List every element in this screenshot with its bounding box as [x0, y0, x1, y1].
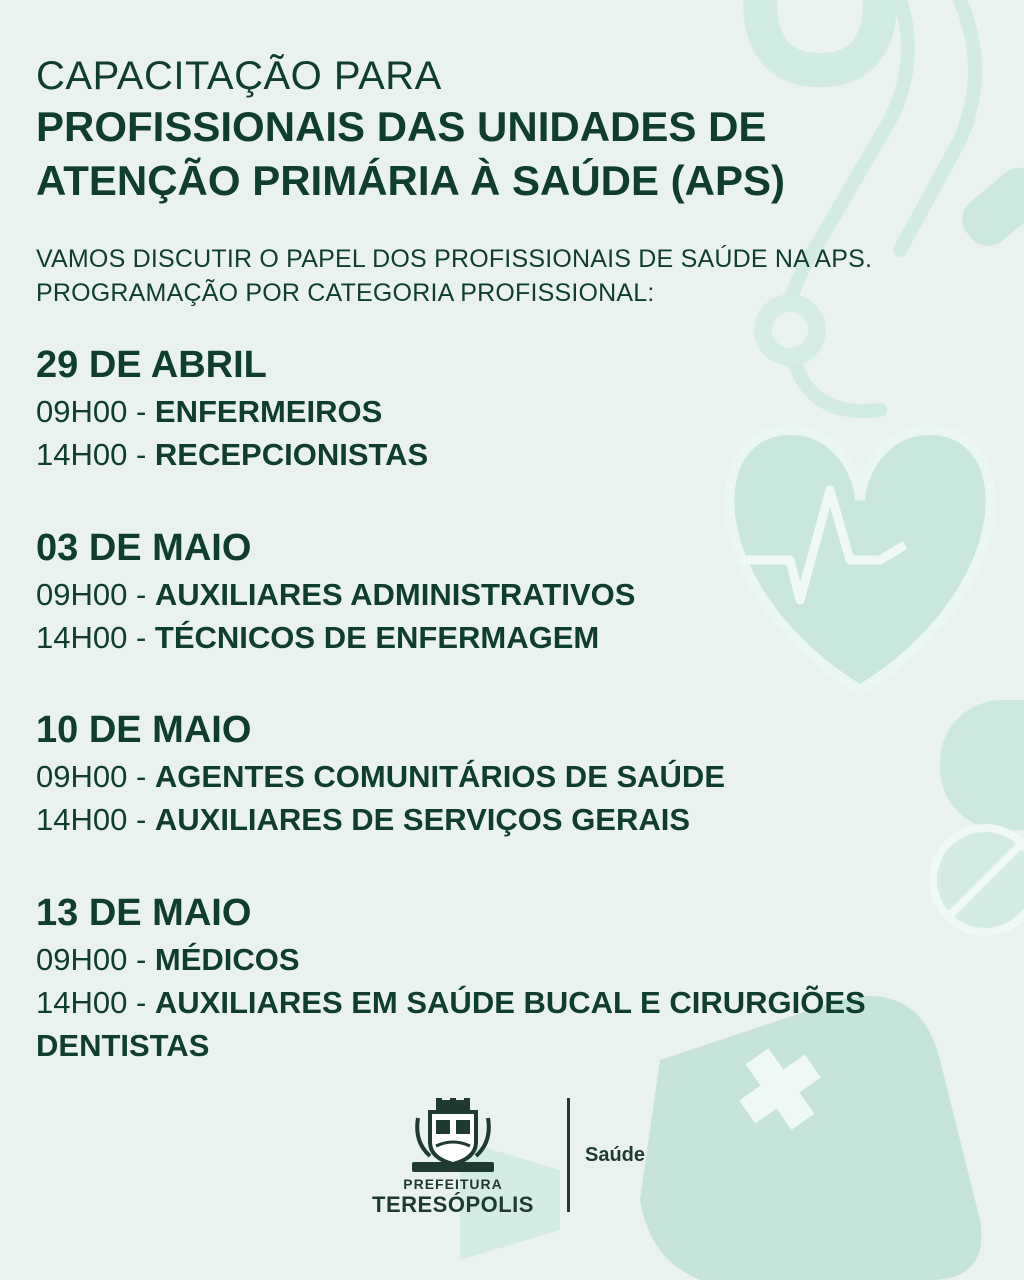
city-name: TERESÓPOLIS	[372, 1192, 534, 1217]
session-row	[36, 616, 976, 659]
session-time: 09H00 -	[36, 394, 155, 429]
footer-divider	[567, 1098, 570, 1212]
session-row-continued	[36, 1024, 976, 1067]
schedule-date: 10 DE MAIO	[36, 709, 252, 751]
session-row	[36, 573, 976, 616]
schedule-day	[36, 707, 976, 841]
header-line1: CAPACITAÇÃO PARA	[36, 54, 442, 98]
schedule-date: 03 DE MAIO	[36, 527, 252, 569]
intro-line1: VAMOS DISCUTIR O PAPEL DOS PROFISSIONAIS DE SAÚDE NA APS.	[36, 245, 873, 273]
session-role: RECEPCIONISTAS	[154, 437, 429, 472]
schedule-day	[36, 890, 976, 1067]
session-role: DENTISTAS	[36, 1028, 210, 1063]
session-time: 09H00 -	[36, 577, 155, 612]
schedule-date: 29 DE ABRIL	[36, 344, 267, 386]
department-label: Saúde	[585, 1144, 646, 1166]
header-line2: PROFISSIONAIS DAS UNIDADES DE	[36, 103, 767, 150]
session-row	[36, 433, 976, 476]
session-time: 14H00 -	[36, 985, 155, 1020]
session-role: TÉCNICOS DE ENFERMAGEM	[154, 620, 600, 655]
session-role: ENFERMEIROS	[154, 394, 383, 429]
session-role: AUXILIARES DE SERVIÇOS GERAIS	[154, 802, 691, 837]
session-time: 14H00 -	[36, 620, 155, 655]
session-role: AGENTES COMUNITÁRIOS DE SAÚDE	[154, 759, 726, 794]
prefeitura-label: PREFEITURA	[403, 1176, 503, 1192]
session-row	[36, 798, 976, 841]
session-role: MÉDICOS	[154, 942, 300, 977]
crest-icon	[408, 1098, 498, 1176]
schedule-day	[36, 342, 976, 476]
intro-line2: PROGRAMAÇÃO POR CATEGORIA PROFISSIONAL:	[36, 279, 655, 307]
session-time: 14H00 -	[36, 802, 155, 837]
session-time: 09H00 -	[36, 942, 155, 977]
schedule-date: 13 DE MAIO	[36, 892, 252, 934]
schedule-day	[36, 525, 976, 659]
session-row	[36, 755, 976, 798]
session-row	[36, 390, 976, 433]
session-role: AUXILIARES EM SAÚDE BUCAL E CIRURGIÕES	[154, 985, 866, 1020]
content	[36, 52, 996, 1063]
session-role: AUXILIARES ADMINISTRATIVOS	[154, 577, 636, 612]
header-line3: ATENÇÃO PRIMÁRIA À SAÚDE (APS)	[36, 157, 786, 204]
intro	[36, 242, 996, 310]
session-time: 09H00 -	[36, 759, 155, 794]
session-row	[36, 981, 976, 1024]
session-row	[36, 938, 976, 981]
session-time: 14H00 -	[36, 437, 155, 472]
footer-logos	[0, 1090, 1024, 1230]
